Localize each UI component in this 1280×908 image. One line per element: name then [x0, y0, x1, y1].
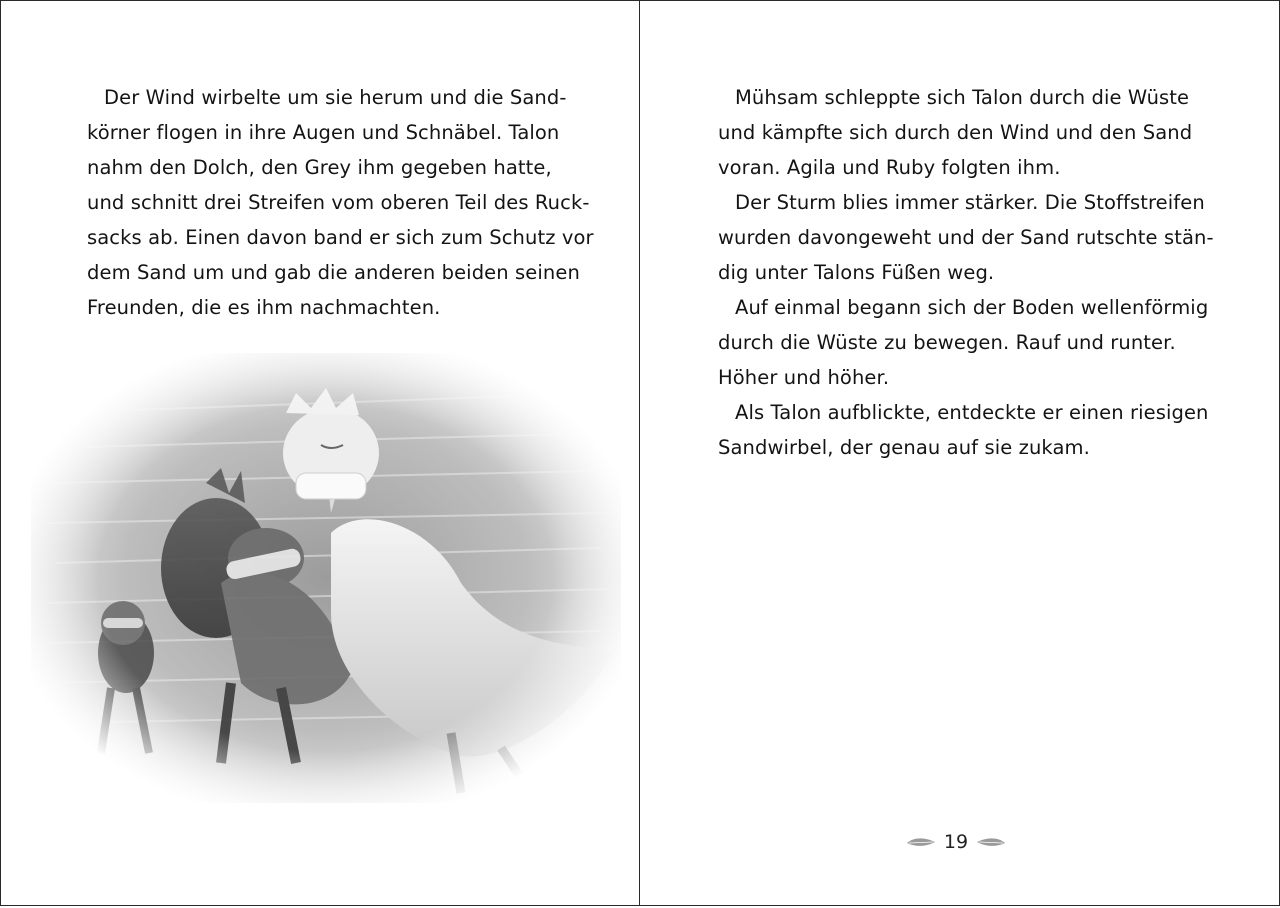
text-line: wurden davongeweht und der Sand rutschte stän-	[718, 226, 1214, 249]
right-page-text	[718, 80, 1214, 465]
text-line: Auf einmal begann sich der Boden wellenförmig	[735, 296, 1209, 319]
text-line: Als Talon aufblickte, entdeckte er einen riesigen	[735, 401, 1209, 424]
text-line: Mühsam schleppte sich Talon durch die Wüste	[735, 86, 1190, 109]
leaf-ornament-icon	[906, 836, 936, 848]
text-line: durch die Wüste zu bewegen. Rauf und runter.	[718, 331, 1176, 354]
text-line: Der Sturm blies immer stärker. Die Stoffstreifen	[735, 191, 1205, 214]
text-line: und kämpfte sich durch den Wind und den Sand	[718, 121, 1193, 144]
leaf-ornament-icon	[976, 836, 1006, 848]
page-number: 19	[943, 831, 969, 853]
text-line: sacks ab. Einen davon band er sich zum Schutz vor	[87, 226, 594, 249]
text-line: Sandwirbel, der genau auf sie zukam.	[718, 436, 1090, 459]
text-line: voran. Agila und Ruby folgten ihm.	[718, 156, 1061, 179]
sandstorm-birds-illustration	[31, 353, 621, 803]
text-line: dem Sand um und gab die anderen beiden seinen	[87, 261, 580, 284]
text-line: und schnitt drei Streifen vom oberen Teil des Ruck-	[87, 191, 590, 214]
right-page	[639, 0, 1280, 906]
text-line: körner flogen in ihre Augen und Schnäbel. Talon	[87, 121, 560, 144]
text-line: nahm den Dolch, den Grey ihm gegeben hatte,	[87, 156, 552, 179]
text-line: Höher und höher.	[718, 366, 890, 389]
left-page	[0, 0, 641, 906]
text-line: dig unter Talons Füßen weg.	[718, 261, 995, 284]
text-line: Freunden, die es ihm nachmachten.	[87, 296, 441, 319]
left-page-text	[87, 80, 594, 325]
text-line: Der Wind wirbelte um sie herum und die Sand-	[104, 86, 567, 109]
page-number-footer	[906, 827, 1006, 857]
